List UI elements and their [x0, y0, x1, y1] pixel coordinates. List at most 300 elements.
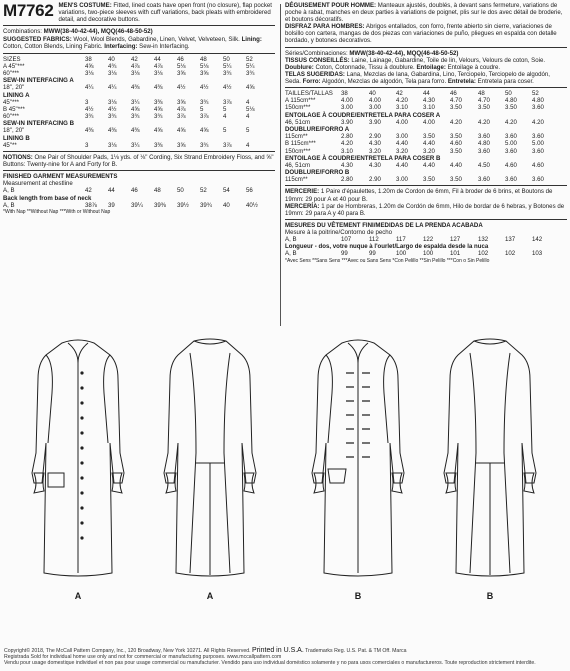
row-label: LINING B — [3, 134, 30, 142]
table-cell: 40 — [223, 201, 230, 209]
table-row — [285, 133, 567, 140]
table-cell: 3.50 — [505, 104, 517, 112]
chestline-label: Measurement at chestline — [3, 180, 73, 188]
telas-title: TELAS SUGERIDAS: — [285, 70, 345, 78]
notions-text: One Pair of Shoulder Pads, 1⅛ yds. of ⅛" Cording, Six Strand Embroidery Floss, and ⅝" Buttons: Twenty-nine for A and Forty for B. — [3, 154, 274, 169]
table-cell: 4.00 — [423, 118, 435, 126]
entretela-label: Entretela: — [447, 77, 476, 85]
table-cell: 4.40 — [396, 140, 408, 148]
table-cell: 3.50 — [450, 147, 462, 155]
table-cell: 4.20 — [341, 140, 353, 148]
sizes-label: SIZES — [3, 55, 21, 63]
table-cell: 3.50 — [423, 176, 435, 184]
table-cell: 3.50 — [450, 133, 462, 141]
table-cell: 3⅝ — [177, 69, 186, 77]
table-cell: 4.20 — [396, 97, 408, 105]
table-cell: 3.20 — [369, 147, 381, 155]
poitrine-label: Mesure à la poitrine/Contorno de pecho — [285, 228, 393, 236]
table-cell: 38⅞ — [85, 201, 97, 209]
row-label: B 45"*** — [3, 105, 25, 113]
table-cell: 3¼ — [131, 98, 140, 106]
combinations — [3, 28, 275, 35]
table-row — [3, 187, 275, 194]
table-cell: 3.60 — [478, 133, 490, 141]
table-cell: 3⅛ — [108, 98, 117, 106]
es-description — [285, 23, 567, 44]
size-header: 44 — [423, 90, 430, 98]
row-label: A, B — [285, 250, 297, 258]
merceria-label: MERCERÍA: — [285, 202, 320, 210]
table-cell: 4.00 — [341, 97, 353, 105]
poitrine-table — [285, 236, 567, 243]
row-label: ENTOILAGE À COUDRE/ENTRETELA PARA COSER B — [285, 154, 441, 162]
footer-printed: Printed in U.S.A. — [252, 647, 304, 654]
table-cell: 39¾ — [200, 201, 212, 209]
table-cell: 4 — [246, 98, 250, 106]
table-cell: 102 — [478, 250, 489, 258]
table-cell: 4.30 — [341, 161, 353, 169]
divider — [3, 151, 275, 152]
table-cell: 4⅜ — [154, 84, 163, 92]
notions — [3, 154, 275, 168]
back-length-table — [3, 202, 275, 209]
size-header: 40 — [108, 55, 115, 63]
nap-note: *With Nap **Without Nap ***With or Without Nap — [3, 208, 111, 215]
figure-label-b-front: B — [354, 591, 362, 601]
table-cell: 3.00 — [341, 104, 353, 112]
row-label: A, B — [3, 201, 15, 209]
table-cell: 4.20 — [478, 118, 490, 126]
size-header: 48 — [200, 55, 207, 63]
table-cell: 2.80 — [341, 176, 353, 184]
table-cell: 4.00 — [396, 118, 408, 126]
footer-line-3: Vendu pour usage domestique individuel et non pas pour usage commercial ou manufacturier. Vendido para uso individual doméstico solamente y no para usos comerciales o manufactureros. Toute reproduction strictement interdite. — [4, 660, 536, 666]
table-cell: 4⅝ — [154, 127, 163, 135]
row-label: 46, 51cm — [285, 118, 311, 126]
size-header: 42 — [131, 55, 138, 63]
table-cell: 3.50 — [423, 133, 435, 141]
forro-label: Forro: — [302, 77, 321, 85]
series-label: Séries/Combinaciones: — [285, 49, 350, 57]
table-row — [3, 84, 275, 91]
copyright-footer — [4, 648, 566, 666]
fr-text: Manteaux ajustés, doublés, à devant sans fermeture, variations de poche à rabat, manches en deux parties à variations de poignet, plis sur le dos avec détail de broderie, et boutons décoratifs. — [285, 2, 563, 24]
merceria — [285, 203, 567, 217]
interfacing-label: Interfacing: — [104, 43, 138, 51]
table-cell: 4¼ — [85, 84, 94, 92]
pattern-number: M7762 — [3, 1, 54, 20]
table-cell: 3.00 — [396, 133, 408, 141]
table-cell: 4.00 — [369, 97, 381, 105]
table-cell: 117 — [396, 236, 406, 244]
figure-label-b-back: B — [486, 591, 494, 601]
row-label: DOUBLURE/FORRO B — [285, 169, 350, 177]
table-cell: 3.60 — [505, 133, 517, 141]
table-cell: 4⅝ — [177, 127, 186, 135]
table-cell: 4.80 — [505, 97, 517, 105]
row-label: 18", 20" — [3, 127, 25, 135]
figure-label-a-front: A — [74, 591, 82, 601]
size-header: 38 — [85, 55, 92, 63]
table-cell: 5⅛ — [177, 62, 186, 70]
table-row — [285, 140, 567, 147]
table-row — [285, 250, 567, 257]
row-label: 46, 51cm — [285, 161, 311, 169]
table-cell: 4½ — [223, 84, 232, 92]
table-cell: 3⅞ — [200, 113, 209, 121]
table-cell: 3⅞ — [177, 113, 186, 121]
table-cell: 3¾ — [200, 141, 209, 149]
description-title: MEN'S COSTUME: — [58, 2, 112, 9]
table-cell: 39 — [108, 201, 115, 209]
table-cell: 5.00 — [532, 140, 544, 148]
table-row — [285, 104, 567, 111]
lining-label: Lining: — [241, 36, 262, 44]
table-row — [285, 236, 567, 243]
table-cell: 5 — [200, 105, 204, 113]
table-cell: 5 — [223, 127, 227, 135]
table-cell: 127 — [450, 236, 461, 244]
table-cell: 50 — [177, 187, 184, 195]
table-cell: 3⅛ — [154, 69, 163, 77]
table-cell: 5⅛ — [200, 62, 209, 70]
table-row — [285, 162, 567, 169]
tissus-text: Laine, Lainage, Gabardine, Toile de lin, Velours, Velours de coton, Soie. — [349, 56, 546, 64]
table-cell: 100 — [396, 250, 407, 258]
table-cell: 112 — [369, 236, 379, 244]
forro-text: Algodón, Mezclas de algodón, Tela para forro. — [320, 77, 448, 85]
table-row — [285, 148, 567, 155]
table-row — [3, 106, 275, 113]
tailles-row — [285, 90, 567, 97]
divider — [285, 185, 567, 186]
header — [3, 2, 275, 23]
table-cell: 4¾ — [108, 62, 117, 70]
table-cell: 103 — [532, 250, 543, 258]
entretela-text: Entretela para coser. — [475, 77, 534, 85]
table-cell: 4.20 — [532, 118, 544, 126]
table-cell: 3.60 — [478, 147, 490, 155]
table-cell: 4.40 — [423, 161, 435, 169]
table-cell: 99 — [369, 250, 376, 258]
table-cell: 3¾ — [246, 69, 255, 77]
coat-b-back-drawing — [430, 333, 550, 593]
table-cell: 4½ — [108, 105, 117, 113]
divider — [285, 87, 567, 88]
interfacing-text: Sew-in Interfacing. — [137, 43, 190, 51]
row-label: LINING A — [3, 91, 30, 99]
table-row — [3, 63, 275, 70]
row-label: ENTOILAGE À COUDRE/ENTRETELA PARA COSER A — [285, 111, 441, 119]
chest-table — [3, 187, 275, 194]
row-label: 45"*** — [3, 98, 20, 106]
series — [285, 50, 567, 57]
table-cell: 39½ — [177, 201, 189, 209]
table-cell: 3¾ — [131, 113, 140, 121]
fr-description — [285, 2, 567, 23]
table-cell: 142 — [532, 236, 543, 244]
table-cell: 2.80 — [341, 133, 353, 141]
table-cell: 39⅜ — [154, 201, 166, 209]
table-cell: 99 — [341, 250, 348, 258]
table-cell: 3.00 — [369, 104, 381, 112]
table-cell: 3 — [85, 98, 89, 106]
row-label: 18", 20" — [3, 84, 25, 92]
tissus-title: TISSUS CONSEILLÉS: — [285, 56, 350, 64]
row-label: SEW-IN INTERFACING A — [3, 77, 74, 85]
table-row — [3, 135, 275, 142]
table-cell: 3¾ — [223, 69, 232, 77]
size-header: 44 — [154, 55, 161, 63]
table-cell: 4 — [246, 113, 250, 121]
table-cell: 2.90 — [369, 133, 381, 141]
mesures-title: MESURES DU VÊTEMENT FINI/MEDIDAS DE LA PRENDA ACABADA — [285, 221, 483, 229]
table-cell: 52 — [200, 187, 207, 195]
table-cell: 4.60 — [450, 140, 462, 148]
es-title: DISFRAZ PARA HOMBRES: — [285, 23, 365, 31]
footer-line-2: Registrada Sold for individual home use only and not for commercial or manufacturing purposes. www.mccallpattern.com — [4, 654, 282, 660]
english-column — [3, 2, 275, 216]
table-cell: 3.90 — [341, 118, 353, 126]
es-text: Abrigos entallados, con forro, frente abierto sin cierre, variaciones de bolsillo con cartera, mangas de dos piezas con variaciones de puño, pliegues en espalda con detalle bordado, y botones decorativos. — [285, 23, 557, 45]
table-cell: 4.30 — [369, 161, 381, 169]
table-cell: 4⅝ — [154, 105, 163, 113]
table-cell: 4.20 — [505, 118, 517, 126]
table-cell: 48 — [154, 187, 161, 195]
table-cell: 5 — [246, 127, 250, 135]
table-cell: 3⅛ — [131, 69, 140, 77]
description-text: Fitted, lined coats have open front (no closure), flap pocket variations, two-piece sleeves with cuff variations, back pleats with embroidered detail, and decorative buttons. — [58, 2, 272, 24]
table-row — [3, 113, 275, 120]
table-cell: 3⅛ — [85, 69, 94, 77]
table-cell: 4⅜ — [131, 84, 140, 92]
table-cell: 3⅛ — [108, 69, 117, 77]
table-cell: 4.20 — [450, 118, 462, 126]
divider — [3, 170, 275, 171]
table-cell: 3.10 — [396, 104, 408, 112]
footer-trademark: Trademarks Reg. U.S. Pat. & TM Off. Marca — [303, 648, 407, 654]
table-row — [3, 142, 275, 149]
metric-yardage-table — [285, 90, 567, 183]
fabrics-title: SUGGESTED FABRICS: — [3, 36, 72, 44]
size-header: 52 — [246, 55, 253, 63]
table-cell: 40½ — [246, 201, 258, 209]
table-row — [3, 70, 275, 77]
table-cell: 4⅞ — [177, 105, 186, 113]
table-cell: 122 — [423, 236, 434, 244]
table-cell: 3.50 — [478, 104, 490, 112]
telas — [285, 71, 567, 85]
table-cell: 3.60 — [478, 176, 490, 184]
table-cell: 3¾ — [85, 113, 94, 121]
table-cell: 4⅝ — [200, 127, 209, 135]
table-cell: 3.60 — [532, 147, 544, 155]
table-cell: 42 — [85, 187, 92, 195]
table-cell: 3⅜ — [154, 141, 163, 149]
table-cell: 102 — [505, 250, 516, 258]
row-label: SEW-IN INTERFACING B — [3, 120, 74, 128]
column-divider — [280, 4, 281, 326]
mercerie-text: 1 Paire d'épaulettes, 1.20m de Cordon de 6mm, Fil à broder de 6 brins, et Boutons de 19mm: 29 pour A et 40 pour B. — [285, 188, 553, 203]
table-cell: 4.40 — [396, 161, 408, 169]
longueur-title: Longueur - dos, votre nuque à l'ourlet/Largo de espalda desde la nuca — [285, 243, 489, 251]
table-cell: 4⅜ — [85, 127, 94, 135]
table-cell: 4⅝ — [131, 105, 140, 113]
table-cell: 4½ — [85, 105, 94, 113]
table-cell: 46 — [131, 187, 138, 195]
row-label: A, B — [285, 236, 297, 244]
table-cell: 4⅜ — [131, 127, 140, 135]
footer-copyright: Copyright© 2018, The McCall Pattern Company, Inc., 120 Broadway, New York 10271. All Rights Reserved. — [4, 648, 253, 654]
table-cell: 4⅞ — [154, 62, 163, 70]
table-cell: 4⅜ — [108, 127, 117, 135]
telas-text: Lana, Mezclas de lana, Gabardina, Lino, Terciopelo, Terciopelo de algodón, Seda. — [285, 70, 551, 85]
tailles-label: TAILLES/TALLAS — [285, 90, 333, 98]
table-cell: 3⅜ — [154, 98, 163, 106]
row-label: 60"*** — [3, 113, 20, 121]
table-cell: 5⅛ — [246, 105, 255, 113]
french-spanish-column — [285, 2, 567, 265]
table-cell: 4.30 — [423, 97, 435, 105]
row-label: 150cm*** — [285, 147, 311, 155]
table-cell: 137 — [505, 236, 516, 244]
table-cell: 3¾ — [108, 113, 117, 121]
table-cell: 4⅞ — [131, 62, 140, 70]
fabrics-text: Wool, Wool Blends, Gabardine, Linen, Velvet, Velveteen, Silk. — [71, 36, 242, 44]
table-cell: 2.90 — [369, 176, 381, 184]
table-cell: 3.90 — [369, 118, 381, 126]
row-label: A, B — [3, 187, 15, 195]
table-cell: 5¼ — [246, 62, 255, 70]
table-cell: 4.40 — [450, 161, 462, 169]
table-row — [285, 155, 567, 162]
table-cell: 3.60 — [505, 147, 517, 155]
coat-a-back-drawing — [150, 333, 270, 593]
longueur-table — [285, 250, 567, 257]
row-label: 115cm** — [285, 133, 308, 141]
doublure-label: Doublure: — [285, 63, 314, 71]
table-cell: 4⅝ — [246, 84, 255, 92]
row-label: B 115cm*** — [285, 140, 316, 148]
table-cell: 4.40 — [423, 140, 435, 148]
sens-note: *Avec Sens **Sans Sens ***Avec ou Sans Sens *Con Pelillo **Sin Pelillo ***Con o Sin Pelillo — [285, 257, 490, 264]
table-cell: 3⅞ — [223, 98, 232, 106]
table-cell: 3.20 — [396, 147, 408, 155]
table-cell: 4.60 — [505, 161, 517, 169]
table-cell: 4½ — [200, 84, 209, 92]
table-cell: 3.50 — [450, 176, 462, 184]
entoilage-label: Entoilage: — [416, 63, 446, 71]
table-row — [285, 126, 567, 133]
entoilage-text: Entoilage à coudre. — [445, 63, 501, 71]
table-cell: 3.10 — [341, 147, 353, 155]
divider — [285, 219, 567, 220]
table-cell: 4.70 — [478, 97, 490, 105]
table-cell: 4.80 — [478, 140, 490, 148]
table-cell: 3⅝ — [200, 69, 209, 77]
row-label: 60"*** — [3, 69, 20, 77]
table-cell: 3⅛ — [108, 141, 117, 149]
table-row — [285, 169, 567, 176]
table-row — [3, 202, 275, 209]
finished-measurements-title: FINISHED GARMENT MEASUREMENTS — [3, 173, 118, 181]
combinations-value: MWW(38-40-42-44), MQQ(46-48-50-52) — [43, 28, 153, 36]
table-row — [3, 99, 275, 106]
table-cell: 3¾ — [154, 113, 163, 121]
tissus — [285, 57, 567, 71]
table-cell: 4.80 — [532, 97, 544, 105]
table-cell: 54 — [223, 187, 230, 195]
table-cell: 3.10 — [423, 104, 435, 112]
size-header: 46 — [177, 55, 184, 63]
table-cell: 3 — [85, 141, 89, 149]
yardage-table — [3, 56, 275, 149]
table-cell: 4 — [246, 141, 250, 149]
divider — [3, 25, 275, 26]
table-row — [3, 92, 275, 99]
table-row — [285, 112, 567, 119]
fr-title: DÉGUISEMENT POUR HOMME: — [285, 2, 377, 9]
row-label: A 45"*** — [3, 62, 25, 70]
table-cell: 4.60 — [532, 161, 544, 169]
row-label: 150cm*** — [285, 104, 311, 112]
table-cell: 4.70 — [450, 97, 462, 105]
table-row — [285, 176, 567, 183]
mercerie-label: MERCERIE: — [285, 188, 320, 196]
technical-drawings — [0, 333, 570, 633]
suggested-fabrics — [3, 36, 275, 50]
size-header: 42 — [396, 90, 403, 98]
table-cell: 107 — [341, 236, 352, 244]
size-header: 46 — [450, 90, 457, 98]
table-cell: 3.60 — [532, 133, 544, 141]
table-row — [285, 119, 567, 126]
size-header: 40 — [369, 90, 376, 98]
table-cell: 4.50 — [478, 161, 490, 169]
row-label: A 115cm*** — [285, 97, 316, 105]
table-cell: 56 — [246, 187, 253, 195]
table-cell: 5.00 — [505, 140, 517, 148]
combinations-label: Combinations: — [3, 28, 44, 36]
table-row — [285, 97, 567, 104]
table-cell: 3⅞ — [223, 141, 232, 149]
coat-b-front-drawing — [298, 333, 418, 593]
coat-a-front-drawing — [18, 333, 138, 593]
row-label: 115cm** — [285, 176, 308, 184]
table-cell: 44 — [108, 187, 115, 195]
doublure-text: Coton, Cotonnade, Tissu à doublure. — [313, 63, 417, 71]
table-cell: 5¼ — [223, 62, 232, 70]
mercerie — [285, 188, 567, 202]
table-cell: 3¼ — [131, 141, 140, 149]
table-cell: 3⅝ — [177, 141, 186, 149]
size-header: 50 — [223, 55, 230, 63]
table-cell: 5 — [223, 105, 227, 113]
figure-label-a-back: A — [206, 591, 214, 601]
merceria-text: 1 par de Hombreras, 1.20m de Cordón de 6mm, Hilo de bordar de 6 hebras, y Botones de 19mm: 29 para A y 40 para B. — [285, 202, 565, 217]
table-cell: 3.60 — [532, 176, 544, 184]
size-header: 48 — [478, 90, 485, 98]
table-cell: 3⅝ — [177, 98, 186, 106]
divider — [285, 47, 567, 48]
table-cell: 39¼ — [131, 201, 143, 209]
notions-label: NOTIONS: — [3, 154, 33, 161]
lining-text: Cotton, Cotton Blends, Lining Fabric. — [3, 43, 105, 51]
table-cell: 4¼ — [108, 84, 117, 92]
table-cell: 4½ — [177, 84, 186, 92]
table-row — [3, 77, 275, 84]
table-cell: 3.20 — [423, 147, 435, 155]
